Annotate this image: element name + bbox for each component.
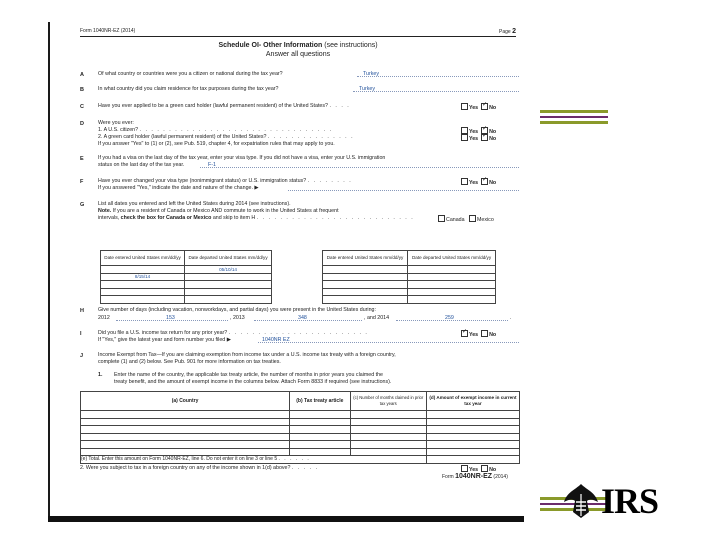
question-i-line2: If "Yes," give the latest year and form number you filed ▶ (98, 337, 231, 343)
date-departed-cell[interactable]: 05/10/14 (185, 266, 272, 274)
year-2013-label: , 2013 (230, 315, 245, 321)
yes-no-d2: Yes ✓ No (461, 134, 496, 143)
item-letter: I (80, 331, 82, 337)
date-departed-cell[interactable] (408, 296, 496, 304)
table-row (81, 418, 520, 426)
table-row (323, 296, 496, 304)
canada-mexico-choice: Canada Mexico (438, 215, 494, 224)
column-header: (c) Number of months claimed in prior tax years (350, 392, 426, 411)
question-c: Have you ever applied to be a green card holder (lawful permanent resident) of the United States? . . . . (98, 103, 351, 109)
question-d-intro: Were you ever: (98, 120, 134, 126)
table-cell[interactable] (426, 448, 519, 456)
date-entered-cell[interactable] (323, 288, 408, 296)
checkbox-yes[interactable] (461, 127, 468, 134)
question-e-line1: If you had a visa on the last day of the tax year, enter your visa type. If you did not have a visa, enter your U.S. immigration (98, 155, 386, 161)
item-number: 1. (98, 372, 103, 378)
form-footer: Form 1040NR-EZ (2014) (442, 473, 508, 480)
table-cell[interactable] (290, 441, 351, 449)
dates-table-left (100, 250, 272, 304)
accent-bar-olive (540, 121, 608, 124)
table-cell[interactable] (350, 426, 426, 434)
question-e-line2: status on the last day of the tax year. (98, 162, 185, 168)
irs-logo-text: IRS (601, 481, 659, 521)
checkbox-yes[interactable] (461, 465, 468, 472)
column-header: Date departed United States mm/dd/yy (408, 251, 496, 266)
item-letter: G (80, 202, 85, 208)
table-cell[interactable] (81, 411, 290, 419)
accent-bar-olive (540, 110, 608, 113)
date-entered-cell[interactable] (323, 281, 408, 289)
item-letter: E (80, 156, 84, 162)
table-row (323, 273, 496, 281)
date-entered-cell[interactable]: 8/15/14 (101, 273, 185, 281)
answer-line (288, 190, 519, 191)
irs-logo (563, 480, 658, 522)
table-cell[interactable] (426, 418, 519, 426)
header-rule (80, 36, 516, 37)
period: . (510, 315, 512, 321)
yes-no-j2: Yes No (461, 465, 496, 474)
days-2013[interactable]: 348 (298, 315, 307, 321)
total-label: (e) Total. Enter this amount on Form 1040NR-EZ, line 6. Do not enter it on line 3 or line 5 . . . . . . (81, 456, 427, 464)
table-row (81, 433, 520, 441)
checkbox-yes[interactable] (461, 103, 468, 110)
question-j-line2: complete (1) and (2) below. See Pub. 901 for more information on tax treaties. (98, 359, 281, 365)
year-2014-label: , and 2014 (364, 315, 390, 321)
answer-line (254, 320, 362, 321)
question-a: Of what country or countries were you a citizen or national during the tax year? (98, 71, 283, 77)
table-cell[interactable] (81, 426, 290, 434)
checkbox-no[interactable] (481, 103, 488, 110)
table-cell[interactable] (350, 418, 426, 426)
item-letter: C (80, 104, 84, 110)
date-entered-cell[interactable] (323, 273, 408, 281)
eagle-icon (563, 482, 599, 520)
form-id: Form 1040NR-EZ (2014) (80, 28, 136, 34)
item-letter: D (80, 121, 84, 127)
table-row (101, 281, 272, 289)
table-row (101, 266, 272, 274)
column-header: (a) Country (81, 392, 290, 411)
question-b: In what country did you claim residence for tax purposes during the tax year? (98, 86, 279, 92)
date-departed-cell[interactable] (408, 281, 496, 289)
question-d2: 2. A green card holder (lawful permanent resident) of the United States? . . . . . . . . . . . . . . . (98, 134, 355, 140)
question-g-line1: List all dates you entered and left the United States during 2014 (see instructions). (98, 201, 291, 207)
date-entered-cell[interactable] (101, 296, 185, 304)
table-cell[interactable] (290, 426, 351, 434)
table-cell[interactable] (426, 441, 519, 449)
column-header: Date departed United States mm/dd/yy (185, 251, 272, 266)
table-cell[interactable] (290, 448, 351, 456)
checkbox-yes[interactable] (461, 330, 468, 337)
form-header (80, 28, 516, 35)
item-letter: B (80, 87, 84, 93)
question-d1: 1. A U.S. citizen? . . . . . . . . . . . . . . . . . . . . . . . . . . . . . . . . . (98, 127, 333, 133)
table-row (81, 426, 520, 434)
yes-no-f: Yes ✓ No (461, 178, 496, 187)
column-header: Date entered United States mm/dd/yy (101, 251, 185, 266)
table-cell[interactable] (290, 418, 351, 426)
date-departed-cell[interactable] (185, 288, 272, 296)
yes-no-i: ✓ Yes No (461, 330, 496, 339)
date-departed-cell[interactable] (408, 288, 496, 296)
table-cell[interactable] (426, 433, 519, 441)
item-letter: J (80, 353, 84, 359)
date-entered-cell[interactable] (323, 296, 408, 304)
checkbox-no[interactable] (481, 178, 488, 185)
table-row (101, 288, 272, 296)
tax-form-page (48, 22, 522, 518)
column-header: (d) Amount of exempt income in current tax year (426, 392, 519, 411)
question-d-note: If you answer "Yes" to (1) or (2), see Pub. 519, chapter 4, for expatriation rules that may apply to you. (98, 141, 335, 147)
date-entered-cell[interactable] (101, 266, 185, 274)
table-row (323, 288, 496, 296)
question-j-line1: Income Exempt from Tax—If you are claiming exemption from income tax under a U.S. income tax treaty with a foreign country, (98, 352, 396, 358)
date-entered-cell[interactable] (101, 288, 185, 296)
checkbox-no[interactable] (481, 134, 488, 141)
table-cell[interactable] (290, 411, 351, 419)
question-h: Give number of days (including vacation, nonworkdays, and partial days) you were present in the United States during: (98, 307, 376, 313)
checkbox-no[interactable] (481, 465, 488, 472)
table-cell[interactable] (350, 433, 426, 441)
checkbox-canada[interactable] (438, 215, 445, 222)
answer-line (353, 91, 519, 92)
question-j1-line2: treaty benefit, and the amount of exempt income in the columns below. Attach Form 8833 if required (see instructions). (114, 379, 392, 385)
column-header: (b) Tax treaty article (290, 392, 351, 411)
date-departed-cell[interactable] (185, 296, 272, 304)
days-2012[interactable]: 153 (166, 315, 175, 321)
page-number: Page 2 (499, 28, 516, 35)
table-cell[interactable] (81, 418, 290, 426)
column-header: Date entered United States mm/dd/yy (323, 251, 408, 266)
table-row (81, 441, 520, 449)
total-row (81, 456, 520, 464)
date-entered-cell[interactable] (101, 281, 185, 289)
answer-line (258, 342, 519, 343)
date-departed-cell[interactable] (408, 266, 496, 274)
table-cell[interactable] (350, 448, 426, 456)
question-f-line1: Have you ever changed your visa type (nonimmigrant status) or U.S. immigration status? . . . . . . . . (98, 178, 353, 184)
answer-line (200, 167, 519, 168)
item-letter: F (80, 179, 84, 185)
yes-no-d1: Yes ✓ No (461, 127, 496, 136)
year-2012-label: 2012 (98, 315, 110, 321)
bottom-rule (48, 516, 524, 522)
table-row (323, 266, 496, 274)
item-letter: H (80, 308, 84, 314)
checkbox-yes[interactable] (461, 134, 468, 141)
table-cell[interactable] (290, 433, 351, 441)
table-cell[interactable] (81, 441, 290, 449)
item-letter: A (80, 72, 84, 78)
question-f-line2: If you answered "Yes," indicate the date and nature of the change. ▶ (98, 185, 259, 191)
question-j1-line1: Enter the name of the country, the applicable tax treaty article, the number of months in prior years you claimed the (114, 372, 384, 378)
checkbox-mexico[interactable] (469, 215, 476, 222)
answer-visa-type[interactable]: F-1 (208, 162, 216, 168)
table-row (101, 296, 272, 304)
table-cell[interactable] (81, 433, 290, 441)
yes-no-c: Yes ✓ No (461, 103, 496, 112)
table-cell[interactable] (426, 426, 519, 434)
dates-table-right (322, 250, 496, 304)
date-entered-cell[interactable] (323, 266, 408, 274)
schedule-title: Schedule OI- Other Information (see instructions) Answer all questions (218, 42, 378, 58)
table-cell[interactable] (350, 441, 426, 449)
question-g-line3: intervals, check the box for Canada or Mexico and skip to item H . . . . . . . . . . . . . . . . . . . . . . . . . . . (98, 215, 415, 221)
table-row (101, 273, 272, 281)
question-i-line1: Did you file a U.S. income tax return for any prior year? . . . . . . . . . . . . . . . . . . . . . . . . (98, 330, 369, 336)
answer-residence[interactable]: Turkey (359, 86, 375, 92)
table-cell[interactable] (426, 411, 519, 419)
date-departed-cell[interactable] (185, 281, 272, 289)
total-amount-cell[interactable] (426, 456, 519, 464)
date-departed-cell[interactable] (408, 273, 496, 281)
answer-line (357, 76, 519, 77)
table-cell[interactable] (81, 448, 290, 456)
table-row (81, 411, 520, 419)
answer-prior-form[interactable]: 1040NR EZ (262, 337, 290, 343)
question-j2: 2. Were you subject to tax in a foreign country on any of the income shown in 1(d) above? . . . . . (80, 465, 319, 471)
days-2014[interactable]: 259 (445, 315, 454, 321)
table-row (81, 448, 520, 456)
checkbox-yes[interactable] (461, 178, 468, 185)
answer-citizenship[interactable]: Turkey (363, 71, 379, 77)
table-row (323, 281, 496, 289)
checkbox-no[interactable] (481, 330, 488, 337)
accent-bar-purple (540, 116, 608, 118)
exempt-income-table (80, 391, 520, 464)
question-g-note: Note. If you are a resident of Canada or Mexico AND commute to work in the United States at frequent (98, 208, 339, 214)
date-departed-cell[interactable] (185, 273, 272, 281)
table-cell[interactable] (350, 411, 426, 419)
